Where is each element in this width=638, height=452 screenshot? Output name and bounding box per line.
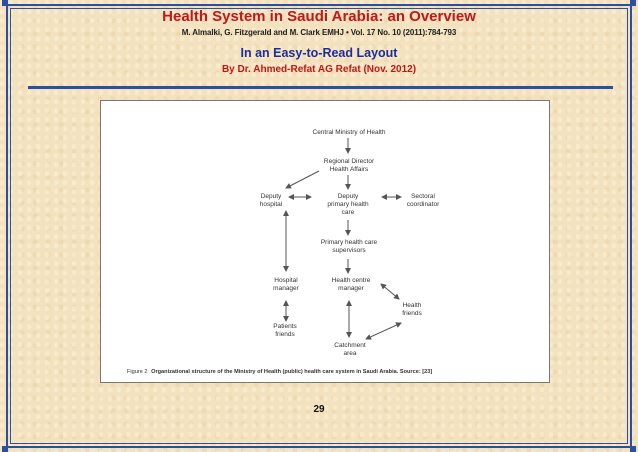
node-phc-supervisors-line2: supervisors xyxy=(332,247,366,254)
border-corner xyxy=(2,446,8,452)
node-hospital-manager: Hospital xyxy=(274,277,298,284)
citation: M. Almalki, G. Fitzgerald and M. Clark EMHJ • Vol. 17 No. 10 (2011):784-793 xyxy=(181,28,457,37)
node-hospital-manager-line2: manager xyxy=(273,285,299,292)
figure-caption-label: Figure 2 xyxy=(127,369,148,375)
node-deputy-hospital-line2: hospital xyxy=(259,201,283,208)
node-sectoral-coordinator-line2: coordinator xyxy=(406,201,440,208)
arrow-health-friends-catchment xyxy=(366,323,401,339)
node-regional-director: Regional Director xyxy=(323,158,375,165)
node-patients-friends: Patients xyxy=(273,323,297,330)
arrow-regional-deputy-hospital xyxy=(286,171,319,188)
node-sectoral-coordinator: Sectoral xyxy=(411,193,435,200)
node-health-centre-manager: Health centre xyxy=(331,277,371,284)
org-chart-diagram xyxy=(101,101,551,384)
node-deputy-phc-line3: care xyxy=(341,209,355,216)
node-health-friends-line2: friends xyxy=(402,310,422,317)
figure-caption-text: Organizational structure of the Ministry of Health (public) health care system in Saudi Arabia. Source: [23] xyxy=(151,369,433,375)
page-title: Health System in Saudi Arabia: an Overview xyxy=(162,8,476,25)
node-regional-director-line2: Health Affairs xyxy=(329,166,369,173)
border-corner xyxy=(630,0,636,6)
node-health-friends: Health xyxy=(402,302,422,309)
node-deputy-hospital: Deputy xyxy=(260,193,282,200)
author-line: By Dr. Ahmed-Refat AG Refat (Nov. 2012) xyxy=(221,64,417,75)
node-catchment-area: Catchment xyxy=(334,342,366,349)
node-deputy-phc-line2: primary health xyxy=(327,201,369,208)
figure-caption xyxy=(127,369,432,375)
layout-subtitle: In an Easy-to-Read Layout xyxy=(240,46,398,60)
node-phc-supervisors: Primary health care xyxy=(320,239,378,246)
arrow-hc-manager-health-friends xyxy=(381,284,399,299)
node-deputy-phc: Deputy xyxy=(337,193,359,200)
header-divider xyxy=(28,86,613,89)
node-health-centre-manager-line2: manager xyxy=(338,285,364,292)
page-number: 29 xyxy=(313,404,325,415)
node-central-ministry: Central Ministry of Health xyxy=(312,129,386,136)
node-patients-friends-line2: friends xyxy=(275,331,295,338)
node-catchment-area-line2: area xyxy=(343,350,357,357)
border-corner xyxy=(630,446,636,452)
org-chart-figure xyxy=(100,100,550,383)
border-corner xyxy=(2,0,8,6)
